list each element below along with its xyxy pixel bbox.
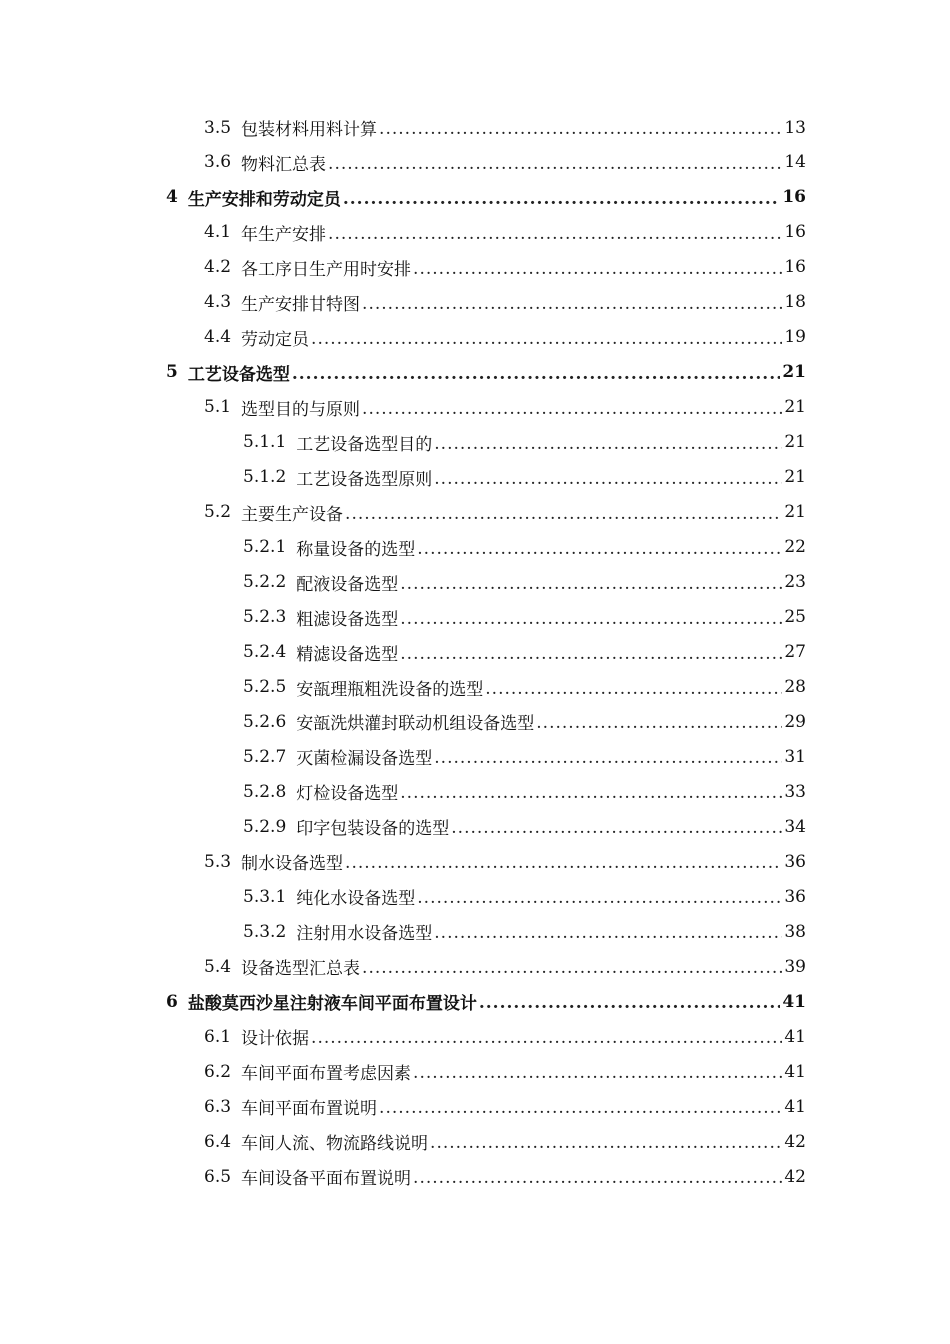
toc-entry-title: 灭菌检漏设备选型 [296,749,433,770]
toc-entry-number: 6.5 [204,1166,232,1187]
toc-entry-page-number: 21 [782,362,806,383]
toc-entry[interactable] [243,704,806,739]
dot-leader [328,145,782,180]
dot-leader [362,949,782,984]
toc-entry-page-number: 18 [784,292,806,313]
toc-entry-page-number: 27 [784,642,806,663]
toc-entry-page-number: 21 [784,432,806,453]
toc-entry-number: 5.1.1 [243,432,287,453]
toc-entry-number: 4.2 [204,257,232,278]
toc-entry[interactable] [204,145,806,180]
toc-entry-page-number: 16 [784,257,806,278]
toc-entry-title: 车间平面布置考虑因素 [241,1064,412,1085]
toc-entry-title: 配液设备选型 [296,574,399,595]
toc-entry-number: 5.3 [204,851,232,872]
toc-entry-title: 车间设备平面布置说明 [241,1169,412,1190]
toc-entry[interactable] [204,390,806,425]
toc-entry[interactable] [204,495,806,530]
dot-leader [434,914,782,949]
toc-entry[interactable] [243,565,806,600]
dot-leader [400,635,782,670]
toc-entry[interactable] [166,355,806,390]
toc-entry-page-number: 19 [784,327,806,348]
toc-entry-title: 安瓿洗烘灌封联动机组设备选型 [296,714,535,735]
toc-entry[interactable] [243,600,806,635]
toc-entry-page-number: 36 [784,851,806,872]
toc-entry-number: 5.2.6 [243,711,287,732]
toc-entry[interactable] [243,460,806,495]
toc-entry-page-number: 23 [784,572,806,593]
dot-leader [311,320,782,355]
toc-entry-page-number: 16 [782,187,806,208]
toc-entry-number: 5.2.5 [243,677,287,698]
toc-entry-title: 工艺设备选型 [187,364,290,385]
toc-entry-title: 车间人流、物流路线说明 [241,1134,429,1155]
toc-entry-title: 设备选型汇总表 [241,959,361,980]
toc-entry-page-number: 21 [784,397,806,418]
toc-entry[interactable] [204,285,806,320]
toc-entry[interactable] [243,425,806,460]
toc-entry-title: 各工序日生产用时安排 [241,259,412,280]
toc-entry-title: 主要生产设备 [241,504,344,525]
toc-entry-page-number: 14 [784,152,806,173]
toc-entry-number: 5.2.4 [243,642,287,663]
dot-leader [379,1089,782,1124]
toc-entry[interactable] [243,635,806,670]
toc-entry-page-number: 41 [784,1096,806,1117]
toc-entry-page-number: 42 [784,1166,806,1187]
dot-leader [311,1019,782,1054]
toc-entry-title: 车间平面布置说明 [241,1099,378,1120]
toc-entry[interactable] [243,774,806,809]
toc-entry[interactable] [204,320,806,355]
toc-entry-page-number: 21 [784,467,806,488]
toc-entry-number: 6.2 [204,1061,232,1082]
toc-entry-title: 印字包装设备的选型 [296,819,450,840]
toc-entry[interactable] [243,670,806,705]
toc-entry-page-number: 42 [784,1131,806,1152]
toc-entry-page-number: 21 [784,502,806,523]
toc-entry[interactable] [204,1019,806,1054]
toc-entry[interactable] [243,530,806,565]
toc-entry-number: 5.1.2 [243,467,287,488]
toc-entry-number: 6.3 [204,1096,232,1117]
dot-leader [345,844,782,879]
toc-entry-title: 劳动定员 [241,329,310,350]
toc-entry-title: 物料汇总表 [241,154,327,175]
dot-leader [413,1054,782,1089]
toc-entry-title: 制水设备选型 [241,854,344,875]
toc-entry-page-number: 41 [784,1061,806,1082]
toc-entry[interactable] [166,984,806,1019]
dot-leader [400,600,782,635]
dot-leader [434,425,782,460]
toc-entry-page-number: 25 [784,607,806,628]
dot-leader [328,215,782,250]
dot-leader [413,250,782,285]
toc-entry-number: 5.2.3 [243,607,287,628]
toc-entry-page-number: 28 [784,677,806,698]
toc-entry-title: 纯化水设备选型 [296,889,416,910]
toc-entry[interactable] [166,180,806,215]
toc-entry-number: 4.3 [204,292,232,313]
toc-entry-title: 工艺设备选型目的 [296,434,433,455]
toc-entry-title: 年生产安排 [241,224,327,245]
dot-leader [400,774,782,809]
dot-leader [451,809,782,844]
dot-leader [434,460,782,495]
toc-entry-page-number: 31 [784,746,806,767]
toc-entry-title: 生产安排和劳动定员 [187,189,341,210]
toc-entry-page-number: 13 [784,117,806,138]
toc-entry[interactable] [204,1124,806,1159]
toc-entry[interactable] [204,250,806,285]
dot-leader [430,1124,782,1159]
toc-entry-number: 6.1 [204,1026,232,1047]
toc-entry-title: 粗滤设备选型 [296,609,399,630]
toc-entry-page-number: 36 [784,886,806,907]
toc-entry[interactable] [204,110,806,145]
dot-leader [362,390,782,425]
toc-entry-page-number: 33 [784,781,806,802]
dot-leader [362,285,782,320]
toc-entry[interactable] [243,879,806,914]
toc-entry-number: 5 [166,362,178,383]
toc-entry-number: 4.4 [204,327,232,348]
dot-leader [536,704,782,739]
toc-entry-number: 3.5 [204,117,232,138]
toc-entry-number: 5.2.8 [243,781,287,802]
toc-entry-title: 注射用水设备选型 [296,924,433,945]
toc-entry-number: 5.1 [204,397,232,418]
toc-entry-number: 6.4 [204,1131,232,1152]
dot-leader [417,879,782,914]
toc-entry[interactable] [243,739,806,774]
dot-leader [345,495,782,530]
dot-leader [485,670,782,705]
toc-entry-number: 5.2 [204,502,232,523]
toc-entry-number: 5.2.1 [243,537,287,558]
toc-entry[interactable] [204,1159,806,1194]
toc-entry-page-number: 41 [782,991,806,1012]
toc-entry-number: 5.2.7 [243,746,287,767]
toc-entry-page-number: 16 [784,222,806,243]
toc-entry-title: 设计依据 [241,1029,310,1050]
dot-leader [417,530,782,565]
toc-entry-number: 5.2.2 [243,572,287,593]
toc-entry-title: 生产安排甘特图 [241,294,361,315]
toc-entry-number: 6 [166,991,178,1012]
dot-leader [379,110,782,145]
toc-entry-number: 4 [166,187,178,208]
toc-entry-title: 称量设备的选型 [296,539,416,560]
toc-entry-page-number: 39 [784,956,806,977]
dot-leader [343,180,780,215]
toc-entry-title: 精滤设备选型 [296,644,399,665]
toc-entry-page-number: 22 [784,537,806,558]
toc-entry-page-number: 38 [784,921,806,942]
dot-leader [400,565,782,600]
dot-leader [292,355,780,390]
toc-entry-page-number: 34 [784,816,806,837]
toc-entry-title: 安瓿理瓶粗洗设备的选型 [296,679,484,700]
toc-entry[interactable] [204,844,806,879]
toc-entry-title: 工艺设备选型原则 [296,469,433,490]
toc-entry[interactable] [204,949,806,984]
dot-leader [479,984,780,1019]
toc-entry-title: 盐酸莫西沙星注射液车间平面布置设计 [187,994,477,1015]
dot-leader [413,1159,782,1194]
toc-entry-title: 选型目的与原则 [241,399,361,420]
toc-entry-number: 5.2.9 [243,816,287,837]
toc-entry-number: 5.3.2 [243,921,287,942]
toc-entry[interactable] [243,914,806,949]
toc-entry-title: 灯检设备选型 [296,784,399,805]
toc-entry-number: 4.1 [204,222,232,243]
dot-leader [434,739,782,774]
toc-entry-number: 5.3.1 [243,886,287,907]
toc-entry[interactable] [243,809,806,844]
toc-entry-title: 包装材料用料计算 [241,120,378,140]
toc-entry-page-number: 29 [784,711,806,732]
toc-entry[interactable] [204,215,806,250]
toc-entry-number: 5.4 [204,956,232,977]
toc-entry[interactable] [204,1054,806,1089]
toc-entry[interactable] [204,1089,806,1124]
toc-entry-number: 3.6 [204,152,232,173]
toc-entry-page-number: 41 [784,1026,806,1047]
